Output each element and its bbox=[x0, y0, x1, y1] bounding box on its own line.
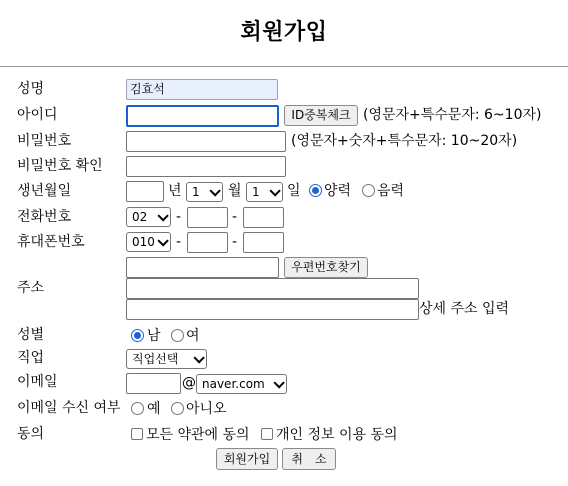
email-opt-in-no-label: 아니오 bbox=[186, 401, 227, 417]
password-confirm-label: 비밀번호 확인 bbox=[17, 158, 103, 174]
chevron-down-icon bbox=[157, 235, 168, 246]
password-input[interactable] bbox=[126, 131, 286, 152]
birth-day-select[interactable] bbox=[246, 182, 283, 202]
birth-day-unit: 일 bbox=[287, 183, 301, 199]
agree-terms-label: 모든 약관에 동의 bbox=[146, 427, 250, 443]
gender-male-radio[interactable] bbox=[131, 329, 144, 342]
mobile-last-input[interactable] bbox=[243, 232, 284, 253]
mobile-middle-input[interactable] bbox=[187, 232, 228, 253]
mobile-label: 휴대폰번호 bbox=[17, 234, 85, 250]
birth-day-value: 1 bbox=[252, 185, 260, 199]
password-label: 비밀번호 bbox=[17, 133, 72, 149]
submit-button[interactable]: 회원가입 bbox=[216, 448, 278, 470]
page-title: 회원가입 bbox=[240, 20, 328, 45]
agree-terms-checkbox[interactable] bbox=[131, 428, 143, 440]
birth-year-input[interactable] bbox=[126, 181, 164, 202]
zipcode-input[interactable] bbox=[126, 257, 279, 278]
password-confirm-input[interactable] bbox=[126, 156, 286, 177]
email-opt-in-no-radio[interactable] bbox=[171, 402, 184, 415]
job-select[interactable] bbox=[126, 349, 207, 369]
userid-input[interactable] bbox=[126, 105, 279, 127]
zipcode-search-button[interactable]: 우편번호찾기 bbox=[284, 257, 368, 278]
agree-privacy-checkbox[interactable] bbox=[261, 428, 273, 440]
solar-calendar-radio[interactable] bbox=[309, 184, 322, 197]
mobile-prefix-select[interactable] bbox=[126, 232, 171, 252]
phone-dash-1: - bbox=[176, 209, 182, 225]
phone-dash-2: - bbox=[232, 209, 238, 225]
address-detail-input[interactable] bbox=[126, 299, 419, 320]
email-domain-select[interactable] bbox=[196, 374, 287, 394]
agree-privacy-label: 개인 정보 이용 동의 bbox=[276, 427, 398, 443]
name-label: 성명 bbox=[17, 81, 45, 97]
mobile-dash-2: - bbox=[232, 234, 238, 250]
userid-hint: (영문자+특수문자: 6~10자) bbox=[363, 107, 542, 123]
name-input[interactable]: 김효석 bbox=[126, 79, 278, 100]
email-label: 이메일 bbox=[17, 374, 58, 390]
address-input[interactable] bbox=[126, 278, 419, 299]
consent-label: 동의 bbox=[17, 426, 45, 442]
gender-male-label: 남 bbox=[147, 328, 161, 344]
password-hint: (영문자+숫자+특수문자: 10~20자) bbox=[291, 133, 518, 149]
chevron-down-icon bbox=[193, 352, 204, 363]
job-value: 직업선택 bbox=[132, 352, 179, 366]
address-detail-hint: 상세 주소 입력 bbox=[419, 301, 510, 317]
birth-label: 생년월일 bbox=[17, 183, 72, 199]
userid-label: 아이디 bbox=[17, 107, 58, 123]
phone-area-select[interactable] bbox=[126, 207, 171, 227]
mobile-dash-1: - bbox=[176, 234, 182, 250]
chevron-down-icon bbox=[209, 185, 220, 196]
phone-middle-input[interactable] bbox=[187, 207, 228, 228]
gender-female-radio[interactable] bbox=[171, 329, 184, 342]
phone-label: 전화번호 bbox=[17, 209, 72, 225]
cancel-button[interactable]: 취 소 bbox=[282, 448, 336, 470]
birth-year-unit: 년 bbox=[168, 183, 182, 199]
mobile-prefix-value: 010 bbox=[132, 235, 155, 249]
birth-month-unit: 월 bbox=[228, 183, 242, 199]
lunar-calendar-label: 음력 bbox=[377, 183, 405, 199]
email-opt-in-yes-radio[interactable] bbox=[131, 402, 144, 415]
phone-last-input[interactable] bbox=[243, 207, 284, 228]
page-header bbox=[0, 0, 568, 67]
address-label: 주소 bbox=[17, 280, 45, 296]
email-opt-in-label: 이메일 수신 여부 bbox=[17, 400, 121, 416]
solar-calendar-label: 양력 bbox=[324, 183, 352, 199]
job-label: 직업 bbox=[17, 350, 45, 366]
chevron-down-icon bbox=[273, 377, 284, 388]
gender-female-label: 여 bbox=[186, 328, 200, 344]
birth-month-value: 1 bbox=[192, 185, 200, 199]
id-duplicate-check-button[interactable]: ID중복체크 bbox=[284, 105, 358, 126]
email-at-sign: @ bbox=[182, 375, 196, 391]
gender-label: 성별 bbox=[17, 327, 45, 343]
phone-area-value: 02 bbox=[132, 210, 148, 224]
email-id-input[interactable] bbox=[126, 373, 181, 394]
birth-month-select[interactable] bbox=[186, 182, 223, 202]
email-opt-in-yes-label: 예 bbox=[147, 401, 161, 417]
lunar-calendar-radio[interactable] bbox=[362, 184, 375, 197]
chevron-down-icon bbox=[157, 210, 168, 221]
chevron-down-icon bbox=[269, 185, 280, 196]
email-domain-value: naver.com bbox=[202, 377, 265, 391]
